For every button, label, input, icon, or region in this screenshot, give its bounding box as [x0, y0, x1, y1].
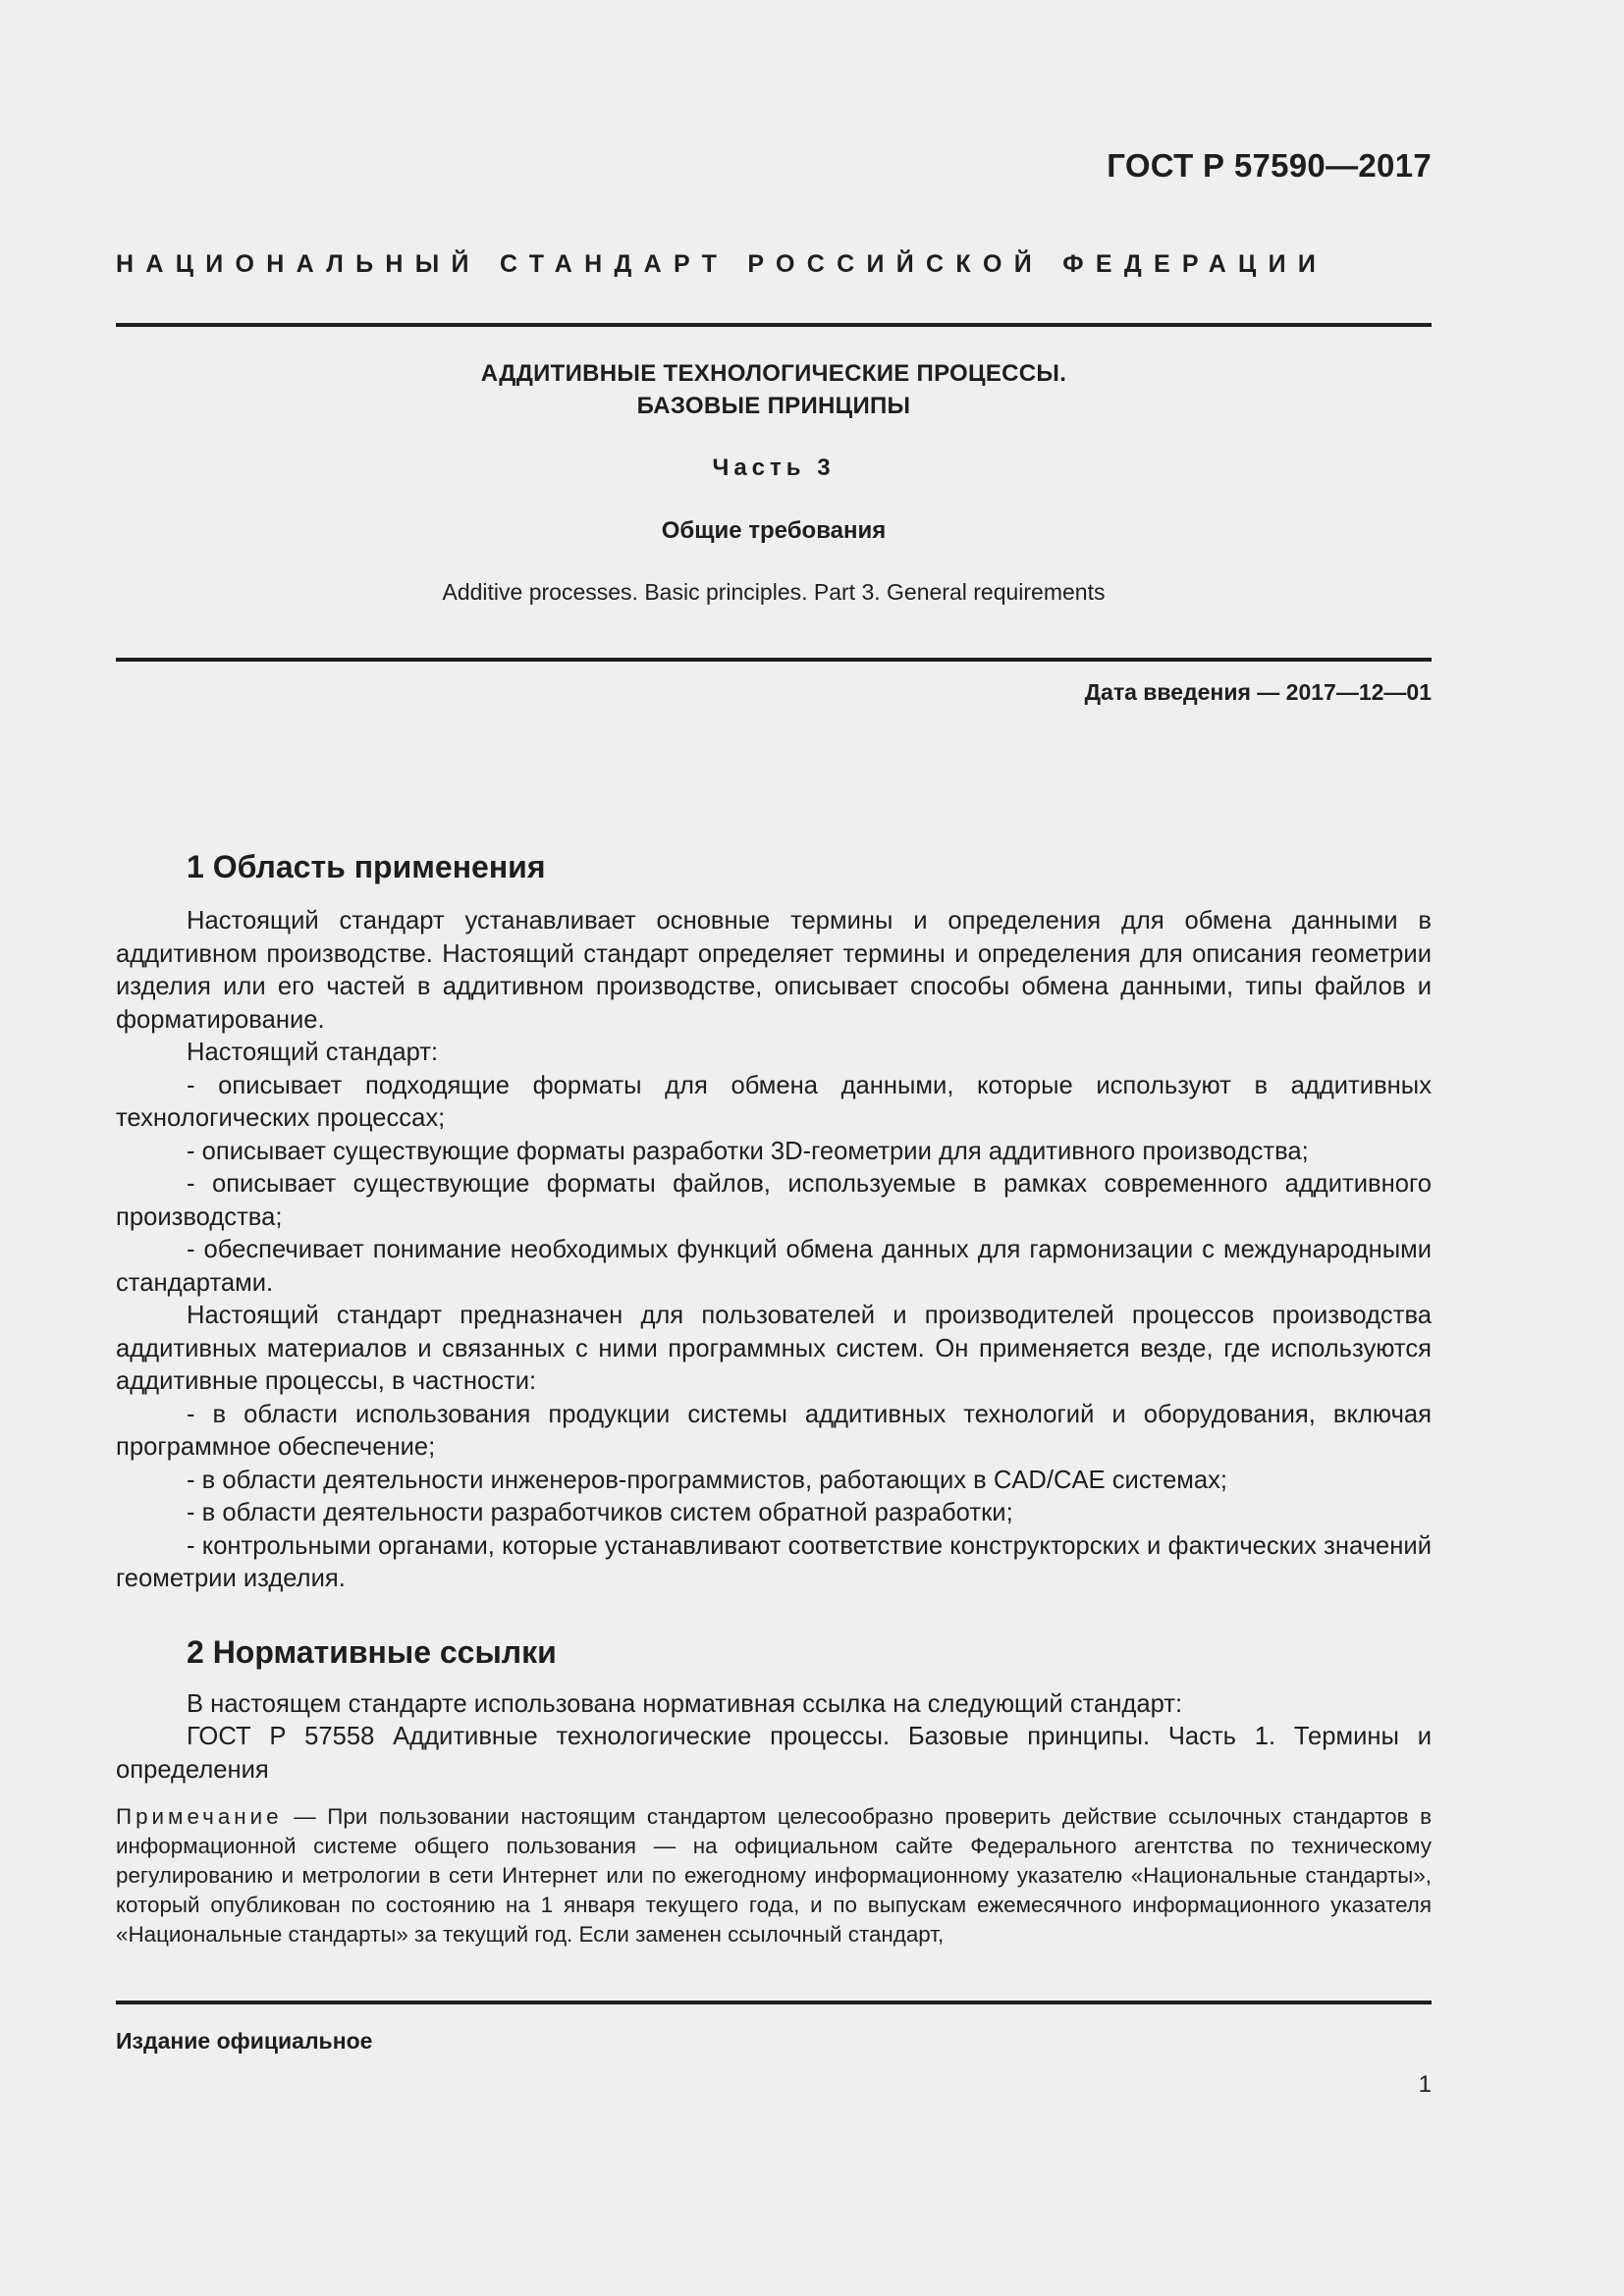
section-2-reference: ГОСТ Р 57558 Аддитивные технологические процессы. Базовые принципы. Часть 1. Термины и определения [116, 1723, 1432, 1784]
document-page [116, 0, 1432, 2296]
title-divider [116, 658, 1432, 662]
subtitle: Общие требования [661, 517, 887, 544]
section-1-list-item: - контрольными органами, которые устанавливают соответствие конструкторских и фактических значений геометрии изделия. [116, 1531, 1432, 1592]
title-line-2: БАЗОВЫЕ ПРИНЦИПЫ [636, 393, 911, 419]
section-1-list-item: - в области деятельности инженеров-программистов, работающих в CAD/CAE системах; [187, 1466, 1228, 1494]
top-divider [116, 323, 1432, 327]
section-1-list-item: - описывает существующие форматы файлов, используемые в рамках современного аддитивного производства; [116, 1170, 1432, 1231]
page-number: 1 [1418, 2071, 1432, 2098]
footer-divider [116, 2001, 1432, 2004]
section-2-heading: 2 Нормативные ссылки [187, 1633, 557, 1670]
section-1-paragraph: Настоящий стандарт: [187, 1039, 439, 1066]
section-2-paragraph: В настоящем стандарте использована нормативная ссылка на следующий стандарт: [187, 1689, 1183, 1718]
note-text: — При пользовании настоящим стандартом целесообразно проверить действие ссылочных стандартов в информационной системе общего пользования — на официальном сайте Федерального агентства по техническому регулированию и метрологии в сети Интернет или по ежегодному информационному указателю «Национальные стандарты», который опубликован по состоянию на 1 января текущего года, и по выпускам ежемесячного информационного указателя «Национальные стандарты» за текущий год. Если заменен ссылочный стандарт, [116, 1804, 1432, 1947]
english-title: Additive processes. Basic principles. Part 3. General requirements [442, 579, 1106, 605]
document-body [116, 842, 1432, 1949]
official-edition-label: Издание официальное [116, 2028, 373, 2054]
section-1-list-item: - описывает подходящие форматы для обмена данными, которые используют в аддитивных технологических процессах; [116, 1071, 1432, 1132]
document-number: ГОСТ Р 57590—2017 [1107, 147, 1432, 184]
section-1-list-item: - в области деятельности разработчиков систем обратной разработки; [187, 1499, 1013, 1526]
part-label: Часть 3 [712, 454, 836, 481]
section-1-list-item: - обеспечивает понимание необходимых функций обмена данных для гармонизации с международными стандартами. [116, 1236, 1432, 1297]
section-1-paragraph: Настоящий стандарт предназначен для пользователей и производителей процессов производства аддитивных материалов и связанных с ними программных систем. Он применяется везде, где используются аддитивные процессы, в частности: [116, 1302, 1432, 1395]
section-1-list-item: - в области использования продукции системы аддитивных технологий и оборудования, включая программное обеспечение; [116, 1400, 1432, 1461]
section-1-list-item: - описывает существующие форматы разработки 3D-геометрии для аддитивного производства; [187, 1137, 1309, 1165]
note-label: Примечание [116, 1804, 283, 1829]
title-line-1: АДДИТИВНЫЕ ТЕХНОЛОГИЧЕСКИЕ ПРОЦЕССЫ. [480, 360, 1067, 387]
note [116, 1802, 1432, 1949]
section-1-heading: 1 Область применения [187, 849, 546, 884]
introduction-date: Дата введения — 2017—12—01 [1084, 679, 1432, 705]
national-standard-heading: НАЦИОНАЛЬНЫЙ СТАНДАРТ РОССИЙСКОЙ ФЕДЕРАЦИИ [116, 250, 1328, 278]
section-1-paragraph: Настоящий стандарт устанавливает основные термины и определения для обмена данными в аддитивном производстве. Настоящий стандарт определяет термины и определения для описания геометрии изделия или его частей в аддитивном производстве, описывает способы обмена данными, типы файлов и форматирование. [116, 907, 1432, 1034]
title-block [116, 357, 1432, 607]
